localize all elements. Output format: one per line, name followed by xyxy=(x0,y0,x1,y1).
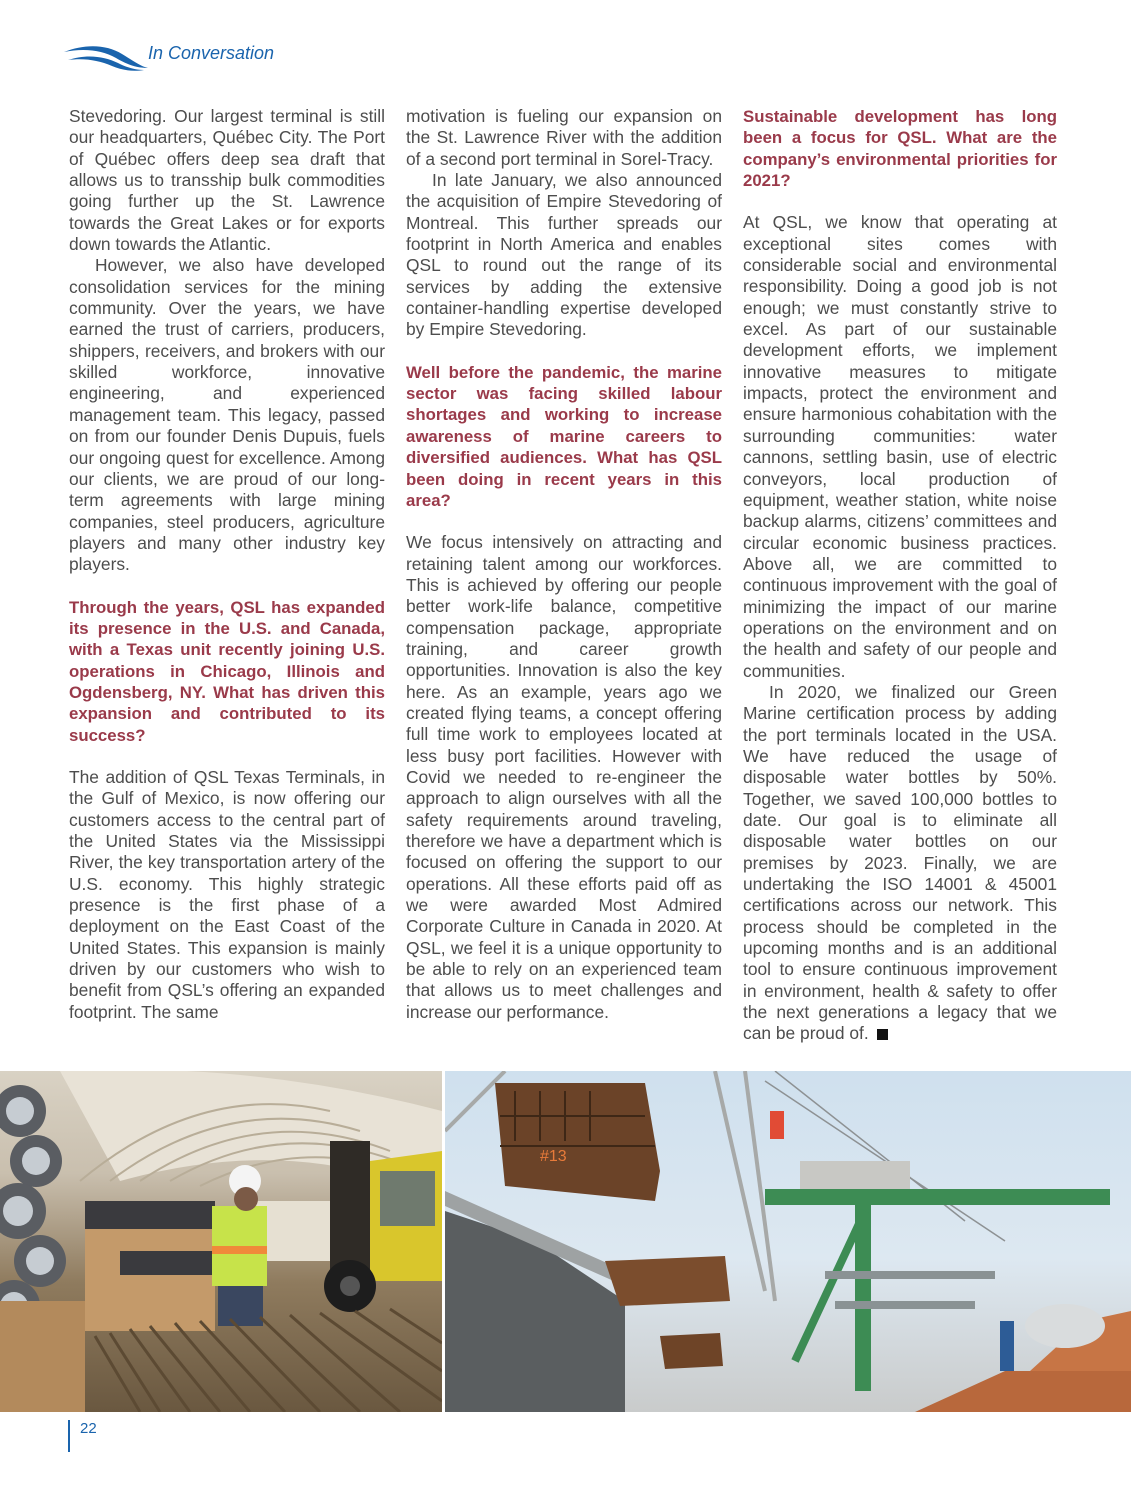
port-crane-bucket-photo xyxy=(445,1071,1131,1412)
page-folio xyxy=(68,1420,97,1452)
column-3 xyxy=(743,106,1057,1045)
column-1 xyxy=(69,106,385,1023)
wave-swoosh-icon xyxy=(62,38,157,74)
page-number: 22 xyxy=(80,1420,97,1437)
section-title: In Conversation xyxy=(148,43,275,63)
warehouse-steel-bars-photo xyxy=(0,1071,442,1412)
paragraph: We focus intensively on attracting and retaining talent among our workforces. This is achieved by offering our people better work-life balance, competitive compensation package, appropriate training, and career growth opportunities. Innovation is also the key here. As an example, years ago we created flying teams, a concept offering full time work to employees located at less busy port facilities. However with Covid we needed to re-engineer the approach to align ourselves with all the safety requirements around traveling, therefore we have a department which is focused on offering the support to our operations. All these efforts paid off as we were awarded Most Admired Corporate Culture in Canada in 2020. At QSL, we feel it is a unique opportunity to be able to rely on an experienced team that allows us to meet challenges and increase our performance. xyxy=(406,532,722,1022)
port-illustration xyxy=(445,1071,1131,1412)
folio-rule xyxy=(68,1420,70,1452)
interview-question: Sustainable development has long been a focus for QSL. What are the company’s environmental priorities for 2021? xyxy=(743,107,1057,191)
end-of-article-square-icon xyxy=(877,1029,888,1040)
paragraph: At QSL, we know that operating at exceptional sites comes with considerable social and environmental responsibility. Doing a good job is not enough; we must constantly strive to excel. As part of our sustainable development efforts, we implement innovative measures to mitigate impacts, protect the environment and ensure harmonious cohabitation with the surrounding communities: water cannons, settling basin, use of electric conveyors, local production of equipment, weather station, white noise backup alarms, citizens’ committees and circular economic business practices. Above all, we are committed to continuous improvement with the goal of minimizing the impact of our marine operations on the environment and on the health and safety of our people and communities. xyxy=(743,212,1057,681)
column-2 xyxy=(406,106,722,1023)
paragraph: In late January, we also announced the acquisition of Empire Stevedoring of Montreal. This further spreads our footprint in North America and enables QSL to round out the range of its services by adding the extensive container-handling expertise developed by Empire Stevedoring. xyxy=(406,170,722,340)
photo-strip xyxy=(0,1071,1131,1412)
interview-question: Well before the pandemic, the marine sector was facing skilled labour shortages and working to increase awareness of marine careers to diversified audiences. What has QSL been doing in recent years in this area? xyxy=(406,362,722,510)
paragraph: motivation is fueling our expansion on the St. Lawrence River with the addition of a second port terminal in Sorel-Tracy. xyxy=(406,106,722,169)
paragraph: Stevedoring. Our largest terminal is still our headquarters, Québec City. The Port of Québec offers deep sea draft that allows us to transship bulk commodities going further up the St. Lawrence towards the Great Lakes or for exports down towards the Atlantic. xyxy=(69,106,385,255)
section-header xyxy=(62,38,275,74)
svg-text:#13: #13 xyxy=(540,1148,567,1165)
warehouse-illustration xyxy=(0,1071,442,1412)
paragraph: However, we also have developed consolidation services for the mining community. Over the years, we have earned the trust of carriers, producers, shippers, receivers, and brokers with our skilled workforce, innovative engineering, and experienced management team. This legacy, passed on from our founder Denis Dupuis, fuels our ongoing quest for excellence. Among our clients, we are proud of our long-term agreements with large mining companies, steel producers, agriculture players and many other industry key players. xyxy=(69,255,385,575)
interview-question: Through the years, QSL has expanded its presence in the U.S. and Canada, with a Texas unit recently joining U.S. operations in Chicago, Illinois and Ogdensberg, NY. What has driven this expansion and contributed to its success? xyxy=(69,597,385,745)
paragraph-final xyxy=(743,682,1057,1045)
paragraph-text: In 2020, we finalized our Green Marine certification process by adding the port terminals located in the USA. We have reduced the usage of disposable water bottles by 50%. Together, we saved 100,000 bottles to date. Our goal is to eliminate all disposable water bottles on our premises by 2023. Finally, we are undertaking the ISO 14001 & 45001 certifications across our network. This process should be completed in the upcoming months and is an additional tool to ensure continuous improvement in environment, health & safety to offer the next generations a legacy that we can be proud of. xyxy=(743,681,1057,1044)
paragraph: The addition of QSL Texas Terminals, in the Gulf of Mexico, is now offering our customers access to the central part of the United States via the Mississippi River, the key transportation artery of the U.S. economy. This highly strategic presence is the first phase of a deployment on the East Coast of the United States. This expansion is mainly driven by our customers who wish to benefit from QSL’s offering an expanded footprint. The same xyxy=(69,766,385,1022)
